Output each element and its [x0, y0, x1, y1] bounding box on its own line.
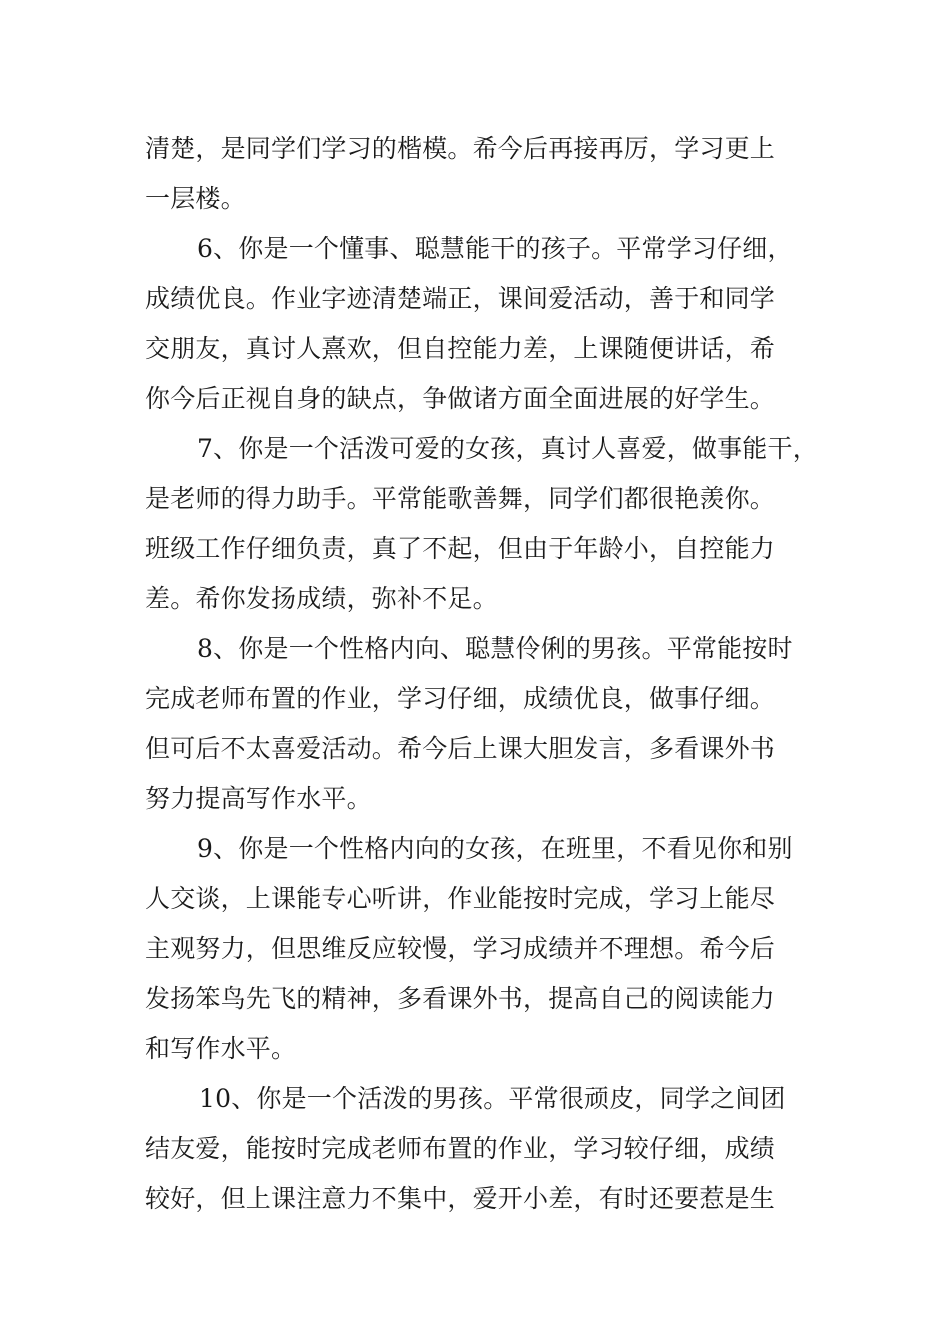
text-line: 努力提高写作水平。	[145, 784, 372, 813]
text-line: 人交谈，上课能专心听讲，作业能按时完成，学习上能尽	[145, 884, 776, 913]
text-line: 结友爱，能按时完成老师布置的作业，学习较仔细，成绩	[145, 1134, 776, 1163]
text-line: 成绩优良。作业字迹清楚端正，课间爱活动，善于和同学	[145, 284, 776, 313]
paragraph-7-first-line: 7、你是一个活泼可爱的女孩，真讨人喜爱，做事能干，	[197, 434, 818, 463]
text-line: 一层楼。	[145, 184, 246, 213]
text-line: 主观努力，但思维反应较慢，学习成绩并不理想。希今后	[145, 934, 776, 963]
text-line: 和写作水平。	[145, 1034, 297, 1063]
text-line: 差。希你发扬成绩，弥补不足。	[145, 584, 498, 613]
text-line: 完成老师布置的作业，学习仔细，成绩优良，做事仔细。	[145, 684, 776, 713]
text-line: 班级工作仔细负责，真了不起，但由于年龄小，自控能力	[145, 534, 776, 563]
paragraph-9-first-line: 9、你是一个性格内向的女孩，在班里，不看见你和别	[197, 834, 793, 863]
text-line: 清楚，是同学们学习的楷模。希今后再接再厉，学习更上	[145, 134, 776, 163]
paragraph-10-first-line: 10、你是一个活泼的男孩。平常很顽皮，同学之间团	[199, 1084, 786, 1113]
text-line: 较好，但上课注意力不集中，爱开小差，有时还要惹是生	[145, 1184, 776, 1213]
text-line: 但可后不太喜爱活动。希今后上课大胆发言，多看课外书	[145, 734, 776, 763]
text-line: 交朋友，真讨人熹欢，但自控能力差，上课随便讲话，希	[145, 334, 776, 363]
paragraph-8-first-line: 8、你是一个性格内向、聪慧伶俐的男孩。平常能按时	[197, 634, 793, 663]
paragraph-6-first-line: 6、你是一个懂事、聪慧能干的孩子。平常学习仔细，	[197, 234, 793, 263]
text-line: 你今后正视自身的缺点，争做诸方面全面进展的好学生。	[145, 384, 776, 413]
text-line: 是老师的得力助手。平常能歌善舞，同学们都很艳羡你。	[145, 484, 776, 513]
text-line: 发扬笨鸟先飞的精神，多看课外书，提高自己的阅读能力	[145, 984, 776, 1013]
